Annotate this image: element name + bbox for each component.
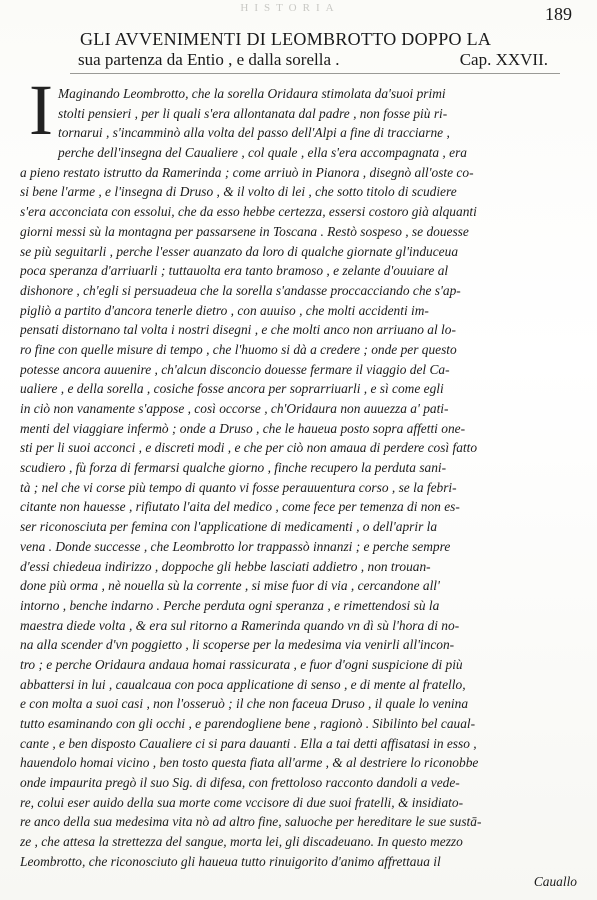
- text-line: intorno , benche indarno . Perche perduta ogni speranza , e rimettendosi sù la: [20, 597, 440, 613]
- text-line: stolti pensieri , per li quali s'era allontanata dal padre , non fosse più ri-: [58, 105, 448, 121]
- text-line: a pieno restato istrutto da Ramerinda ; come arriuò in Pianora , disegnò all'oste co-: [20, 164, 474, 180]
- text-line: ze , che attesa la strettezza del sangue, morta lei, gli discadeuano. In questo mezzo: [20, 834, 463, 850]
- text-line: re, colui eser auido della sua morte come vccisore di due suoi fratelli, & insidiato-: [20, 794, 464, 810]
- text-line: abbattersi in lui , caualcaua con poca applicatione di senso , e di mente al fratello,: [20, 676, 466, 692]
- text-line: maestra diede volta , & era sul ritorno a Ramerinda quando vn dì sù l'hora di no-: [20, 617, 460, 633]
- text-line: Maginando Leombrotto, che la sorella Oridaura stimolata da'suoi primi: [58, 86, 446, 101]
- text-line: done più orma , nè nouella sù la corrente , si mise fuor di via , cercandone all': [20, 578, 440, 594]
- text-line: pensati distornano tal volta i nostri disegni , e che molti anco non arriuano al lo-: [20, 322, 456, 338]
- text-line: tà ; nel che vi corse più tempo di quanto vi fosse perauuentura corso , se la febri-: [20, 479, 457, 495]
- text-line: dishonore , ch'egli si persuadeua che la sorella s'andasse proccacciando che s'ap-: [20, 282, 461, 298]
- text-line: vena . Donde successe , che Leombrotto lor trappassò innanzi ; e perche sempre: [20, 538, 451, 554]
- drop-cap: I: [29, 70, 53, 150]
- text-line: se più seguitarli , perche l'esser auanzato da loro di qualche giornate gl'induceua: [20, 243, 459, 259]
- text-line: giorni messi sù la montagna per passarsene in Toscana . Restò sospeso , se douesse: [20, 223, 469, 239]
- text-line: hauendolo homai vicino , ben tosto questa fiata all'arme , & al destriere lo riconobbe: [20, 755, 479, 771]
- text-line: tutto esaminando con gli occhi , e parendogliene bene , ragionò . Sibilinto bel caual-: [20, 716, 476, 731]
- text-line: ser riconosciuta per femina con l'applicatione di medicamenti , o dell'aprir la: [20, 519, 438, 535]
- text-line: onde impaurita pregò il suo Sig. di difesa, con frettoloso racconto dandoli a vede-: [20, 775, 460, 791]
- text-line: ualiere , e della sorella , cosiche fosse ancora per soprarriuarli , e sì come egli: [20, 381, 444, 397]
- text-line: d'essi chiedeua indirizzo , doppoche gli hebbe lasciati addietro , non trouan-: [20, 558, 431, 574]
- chapter-subtitle-row: [78, 50, 548, 70]
- text-line: si bene l'arme , e l'insegna di Druso , & il volto di lei , che sotto titolo di scudiere: [20, 184, 457, 200]
- chapter-subtitle: sua partenza da Entio , e dalla sorella .: [78, 50, 340, 69]
- catchword: Cauallo: [533, 873, 577, 889]
- page-number: 189: [545, 4, 572, 24]
- text-line: poca speranza d'arriuarli ; tuttauolta era tanto bramoso , e zelante d'ouuiare al: [20, 263, 449, 279]
- text-line: ro fine con quelle misure di tempo , che l'huomo si dà a credere ; onde per questo: [20, 341, 457, 357]
- text-line: scudiero , fù forza di fermarsi qualche giorno , finche recupero la perduta sani-: [20, 460, 447, 476]
- text-line: cante , e ben disposto Caualiere ci si para dauanti . Ella a tai detti affisatasi in esso ,: [20, 735, 477, 751]
- text-line: tornarui , s'incamminò alla volta del passo dell'Alpi a fine di tracciarne ,: [58, 125, 450, 141]
- text-line: tro ; e perche Oridaura andaua homai rassicurata , e fuor d'ogni suspicione di più: [20, 656, 463, 672]
- text-line: potesse ancora auuenire , ch'alcun disconcio douesse fermare il viaggio del Ca-: [20, 361, 450, 377]
- bleed-through-text: HISTORIA: [240, 2, 340, 14]
- text-line: citante non hauesse , rifiutato l'aita del medico , come fece per temenza di non es-: [20, 499, 460, 515]
- text-line: s'era acconciata con essolui, che da esso hebbe certezza, essersi costoro già alquanti: [20, 204, 477, 220]
- text-line: perche dell'insegna del Caualiere , col quale , ella s'era accompagnata , era: [58, 145, 467, 161]
- text-line: pigliò a partito d'ancora tenerle dietro , con auuiso , che molti accidenti im-: [20, 302, 429, 318]
- body-text: [20, 84, 580, 891]
- chapter-title: GLI AVVENIMENTI DI LEOMBROTTO DOPPO LA: [80, 29, 492, 49]
- text-line: in ciò non vanamente s'appose , così occorse , ch'Oridaura non auuezza a' pati-: [20, 401, 449, 416]
- chapter-number: Cap. XXVII.: [459, 50, 548, 69]
- text-line: sti per li suoi acconci , e discreti modi , e che per ciò non amaua di perdere così fatto: [20, 440, 478, 456]
- text-line: na alla scender d'vn poggietto , li scoperse per la medesima via venirli all'incon-: [20, 637, 455, 653]
- text-line: Leombrotto, che riconosciuto gli haueua tutto rinuigorito d'animo affrettaua il: [20, 853, 441, 869]
- text-line: e con molta a suoi casi , non l'osseruò ; il che non faceua Druso , il quale lo venina: [20, 696, 469, 712]
- text-line: menti del viaggiare infermò ; onde a Druso , che le haueua posto sopra affetti one-: [20, 420, 466, 436]
- text-line: re anco della sua medesima vita nò ad altro fine, saluoche per hereditare le sue sustā-: [20, 814, 482, 830]
- header-rule: [70, 73, 560, 74]
